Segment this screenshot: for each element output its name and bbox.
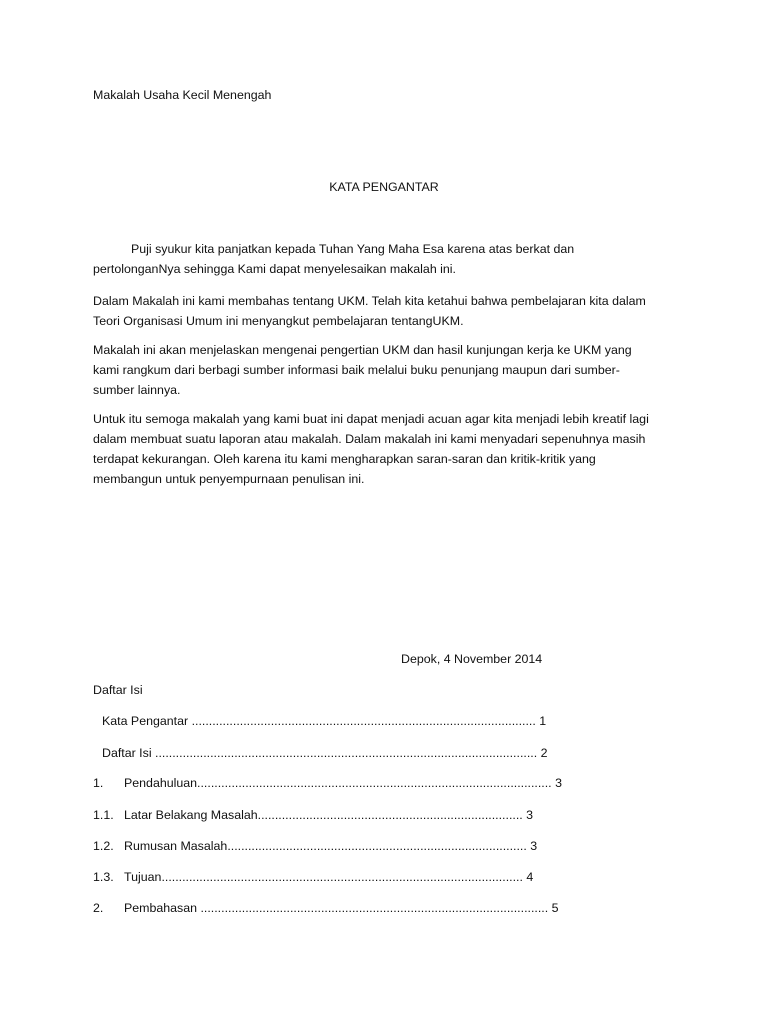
paragraph-4 <box>93 409 658 489</box>
toc-number: 2. <box>93 901 104 915</box>
toc-page: 1 <box>535 714 547 728</box>
toc-number: 1.2. <box>93 839 114 853</box>
toc-label: Tujuan <box>124 870 162 884</box>
paragraph-text: Puji syukur kita panjatkan kepada Tuhan Yang Maha Esa karena atas berkat dan pertolonganNya sehingga Kami dapat menyelesaikan makalah ini. <box>93 242 575 276</box>
paragraph-2 <box>93 291 658 331</box>
toc-dots: ......................................................................................................... <box>161 870 523 884</box>
toc-page: 2 <box>537 746 548 760</box>
paragraph-text: Dalam Makalah ini kami membahas tentang UKM. Telah kita ketahui bahwa pembelajaran kita dalam Teori Organisasi Umum ini menyangkut pembelajaran tentangUKM. <box>93 294 646 328</box>
paragraph-1 <box>93 239 658 279</box>
section-heading: KATA PENGANTAR <box>329 180 439 194</box>
toc-page: 3 <box>522 808 534 822</box>
toc-dots: ............................................................................. <box>257 808 523 822</box>
toc-label: Daftar Isi <box>102 746 156 760</box>
toc-row <box>93 776 562 790</box>
toc-page: 5 <box>548 901 559 915</box>
date-line: Depok, 4 November 2014 <box>401 652 543 666</box>
toc-row <box>102 746 548 760</box>
toc-dots: ............................................................................................................... <box>155 746 538 760</box>
toc-row <box>93 870 533 884</box>
paragraph-3 <box>93 340 658 400</box>
toc-title: Daftar Isi <box>93 683 143 697</box>
toc-dots: ..................................................................................................... <box>200 901 549 915</box>
toc-row <box>93 808 533 822</box>
toc-label: Pendahuluan <box>124 776 198 790</box>
toc-dots: ....................................................................................................... <box>197 776 552 790</box>
toc-dots: ....................................................................................... <box>227 839 527 853</box>
toc-row <box>102 714 546 728</box>
toc-page: 4 <box>522 870 534 884</box>
toc-number: 1. <box>93 776 104 790</box>
toc-page: 3 <box>526 839 538 853</box>
document-title: Makalah Usaha Kecil Menengah <box>93 88 272 102</box>
toc-label: Kata Pengantar <box>102 714 192 728</box>
toc-row <box>93 901 559 915</box>
toc-dots: .................................................................................................... <box>191 714 536 728</box>
toc-label: Pembahasan <box>124 901 201 915</box>
paragraph-text: Makalah ini akan menjelaskan mengenai pengertian UKM dan hasil kunjungan kerja ke UKM yang kami rangkum dari berbagi sumber informasi baik melalui buku penunjang maupun dari sumber-sumber lainnya. <box>93 343 632 397</box>
toc-label: Rumusan Masalah <box>124 839 228 853</box>
toc-page: 3 <box>551 776 562 790</box>
paragraph-text: Untuk itu semoga makalah yang kami buat ini dapat menjadi acuan agar kita menjadi lebih kreatif lagi dalam membuat suatu laporan atau makalah. Dalam makalah ini kami menyadari sepenuhnya masih terdapat kekurangan. Oleh karena itu kami mengharapkan saran-saran dan kritik-kritik yang membangun untuk penyempurnaan penulisan ini. <box>93 412 649 486</box>
toc-number: 1.1. <box>93 808 114 822</box>
toc-label: Latar Belakang Masalah <box>124 808 258 822</box>
toc-row <box>93 839 537 853</box>
toc-number: 1.3. <box>93 870 114 884</box>
